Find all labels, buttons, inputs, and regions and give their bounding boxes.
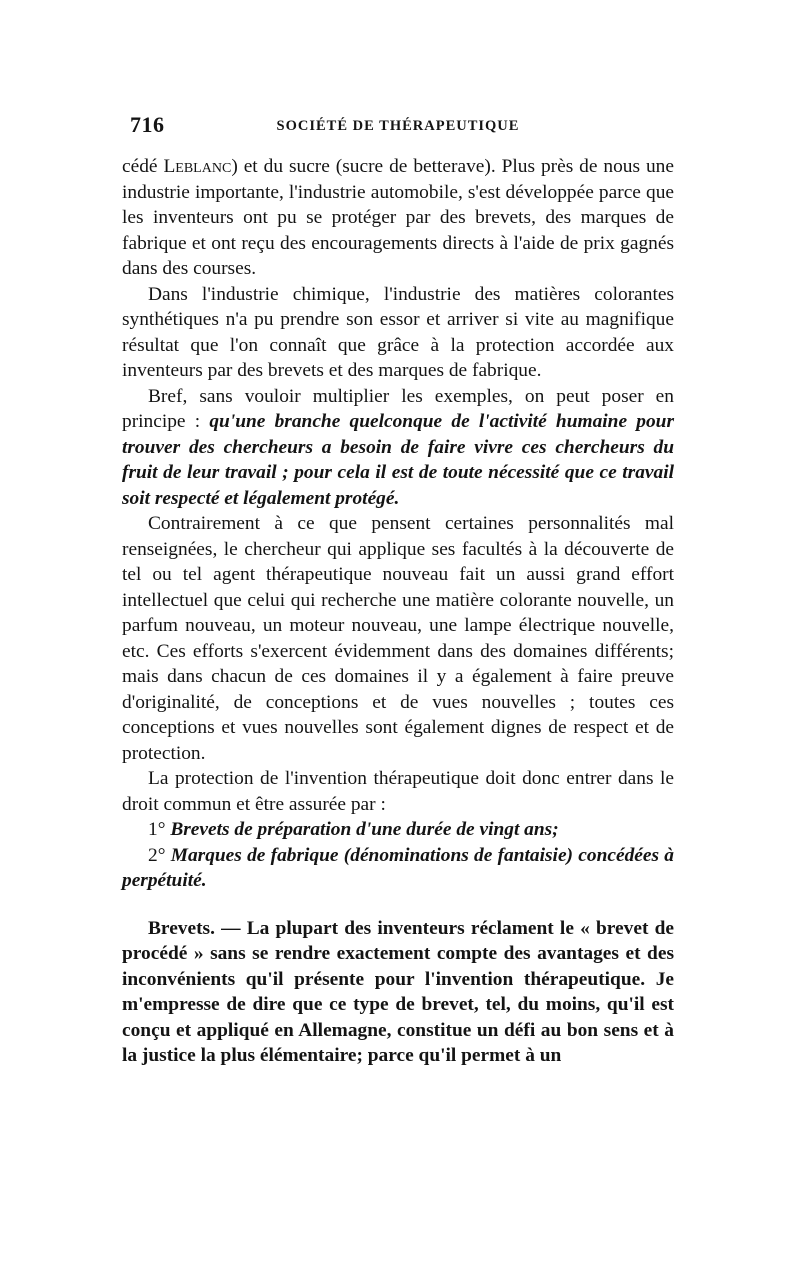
book-page [122, 112, 674, 1069]
list-number-2: 2° [148, 844, 166, 866]
body-text [122, 154, 674, 1069]
section-gap [122, 894, 674, 916]
paragraph-4: Contrairement à ce que pensent certaines personnalités mal renseignées, le chercheur qui applique ses facultés à la découverte de tel ou tel agent thérapeutique nouveau fait un aussi grand effort intellectuel que celui qui recherche une matière colorante nouvelle, un parfum nouveau, un moteur nouveau, une lampe électrique nouvelle, etc. Ces efforts s'exercent évidemment dans des domaines différents; mais dans chacun de ces domaines il y a également à faire preuve d'originalité, de conceptions et de vues nouvelles ; toutes ces conceptions et vues nouvelles sont également dignes de respect et de protection. [122, 513, 674, 764]
paragraph-2: Dans l'industrie chimique, l'industrie des matières colorantes synthétiques n'a pu prendre son essor et arriver si vite au magnifique résultat que l'on connaît que grâce à la protection accordée aux inventeurs par des brevets et des marques de fabrique. [122, 283, 674, 381]
paragraph-1-start: cédé [122, 156, 164, 177]
paragraph-6-rest: — La plupart des inventeurs réclament le « brevet de procédé » sans se rendre exactement compte des avantages et des inconvénients qu'il présente pour l'invention thérapeutique. Je m'empresse de dire que ce type de brevet, tel, du moins, qu'il est conçu et appliqué en Allemagne, constitue un défi au bon sens et à la justice la plus élémentaire; parce qu'il permet à un [122, 917, 674, 1066]
paragraph-3 [122, 384, 674, 512]
author-name: Leblanc [163, 156, 232, 177]
running-title: SOCIÉTÉ DE THÉRAPEUTIQUE [276, 118, 520, 134]
list-text-2: Marques de fabrique (dénominations de fantaisie) concédées à perpétuité. [122, 844, 674, 891]
page-number: 716 [130, 112, 165, 137]
paragraph-5: La protection de l'invention thérapeutique doit donc entrer dans le droit commun et être assurée par : [122, 768, 674, 815]
list-text-1: Brevets de préparation d'une durée de vingt ans; [170, 819, 559, 840]
list-number-1: 1° [148, 819, 166, 840]
section-heading-brevets: Brevets. [148, 917, 215, 939]
list-item-1 [122, 817, 674, 843]
paragraph-3-start: Bref, sans vouloir multiplier les exemples, on peut poser en principe : [122, 385, 674, 432]
principle-statement: qu'une branche quelconque de l'activité humaine pour trouver des chercheurs a besoin de faire vivre ces chercheurs du fruit de leur travail ; pour cela il est de toute nécessité que ce travail soit respecté et légalement protégé. [122, 411, 674, 509]
paragraph-1 [122, 154, 674, 282]
list-item-2 [122, 843, 674, 894]
paragraph-6 [122, 916, 674, 1069]
running-head [122, 112, 674, 142]
paragraph-1-rest: ) et du sucre (sucre de betterave). Plus près de nous une industrie importante, l'industrie automobile, s'est développée parce que les inventeurs ont pu se protéger par des brevets, des marques de fabrique et ont reçu des encouragements directs à l'aide de prix gagnés dans des courses. [122, 156, 674, 279]
